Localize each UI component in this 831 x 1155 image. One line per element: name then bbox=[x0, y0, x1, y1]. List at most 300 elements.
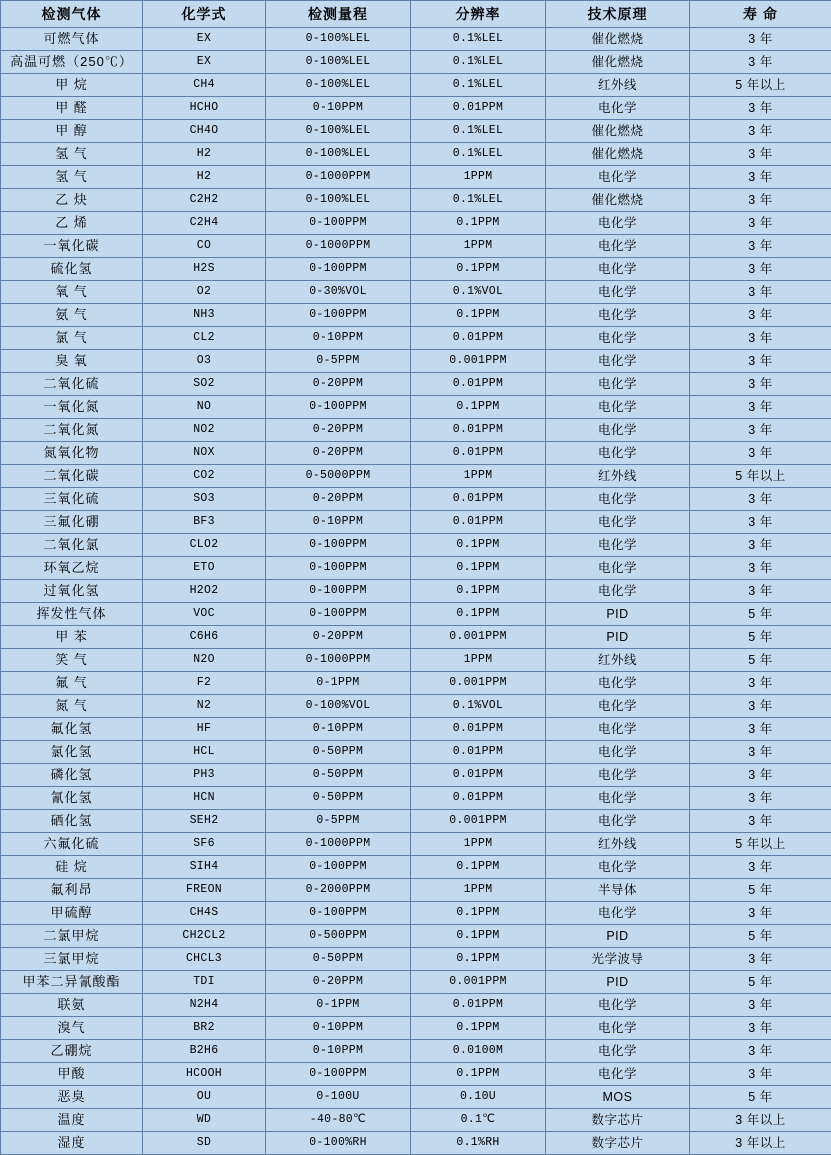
cell-gas: 二氧化碳 bbox=[1, 465, 143, 488]
table-row bbox=[1, 649, 831, 672]
cell-lifetime: 3 年 bbox=[690, 718, 831, 741]
cell-formula: F2 bbox=[143, 672, 266, 695]
cell-resolution: 0.1PPM bbox=[411, 1063, 546, 1086]
cell-resolution: 0.1PPM bbox=[411, 925, 546, 948]
table-row bbox=[1, 1109, 831, 1132]
cell-gas: 甲 烷 bbox=[1, 74, 143, 97]
cell-gas: 硅 烷 bbox=[1, 856, 143, 879]
cell-gas: 甲 醇 bbox=[1, 120, 143, 143]
cell-technology: PID bbox=[546, 626, 690, 649]
cell-range: 0-50PPM bbox=[266, 764, 411, 787]
cell-resolution: 0.1PPM bbox=[411, 258, 546, 281]
cell-formula: FREON bbox=[143, 879, 266, 902]
cell-lifetime: 3 年 bbox=[690, 1017, 831, 1040]
cell-gas: 氮 气 bbox=[1, 695, 143, 718]
cell-gas: 湿度 bbox=[1, 1132, 143, 1155]
cell-resolution: 0.01PPM bbox=[411, 741, 546, 764]
cell-lifetime: 3 年 bbox=[690, 258, 831, 281]
cell-technology: 电化学 bbox=[546, 511, 690, 534]
column-header-resolution: 分辨率 bbox=[411, 1, 546, 28]
cell-range: 0-50PPM bbox=[266, 948, 411, 971]
table-row bbox=[1, 51, 831, 74]
cell-technology: PID bbox=[546, 925, 690, 948]
cell-formula: H2O2 bbox=[143, 580, 266, 603]
cell-technology: 数字芯片 bbox=[546, 1109, 690, 1132]
cell-range: 0-100U bbox=[266, 1086, 411, 1109]
cell-technology: 电化学 bbox=[546, 787, 690, 810]
cell-resolution: 0.1%RH bbox=[411, 1132, 546, 1155]
cell-technology: 电化学 bbox=[546, 557, 690, 580]
cell-range: 0-100PPM bbox=[266, 304, 411, 327]
cell-lifetime: 3 年 bbox=[690, 764, 831, 787]
cell-formula: WD bbox=[143, 1109, 266, 1132]
cell-formula: C6H6 bbox=[143, 626, 266, 649]
table-header-row bbox=[1, 1, 831, 28]
cell-formula: NO bbox=[143, 396, 266, 419]
cell-resolution: 0.10U bbox=[411, 1086, 546, 1109]
cell-resolution: 0.01PPM bbox=[411, 373, 546, 396]
cell-technology: 光学波导 bbox=[546, 948, 690, 971]
cell-range: 0-100PPM bbox=[266, 258, 411, 281]
cell-formula: CLO2 bbox=[143, 534, 266, 557]
cell-formula: SEH2 bbox=[143, 810, 266, 833]
cell-resolution: 0.001PPM bbox=[411, 672, 546, 695]
table-row bbox=[1, 97, 831, 120]
cell-gas: 一氧化碳 bbox=[1, 235, 143, 258]
table-row bbox=[1, 603, 831, 626]
cell-lifetime: 3 年 bbox=[690, 810, 831, 833]
cell-technology: MOS bbox=[546, 1086, 690, 1109]
table-row bbox=[1, 143, 831, 166]
table-row bbox=[1, 419, 831, 442]
table-row bbox=[1, 879, 831, 902]
cell-technology: 红外线 bbox=[546, 649, 690, 672]
cell-formula: N2H4 bbox=[143, 994, 266, 1017]
cell-technology: 红外线 bbox=[546, 833, 690, 856]
table-row bbox=[1, 534, 831, 557]
cell-technology: 电化学 bbox=[546, 442, 690, 465]
cell-lifetime: 3 年 bbox=[690, 511, 831, 534]
cell-technology: 电化学 bbox=[546, 534, 690, 557]
cell-range: 0-500PPM bbox=[266, 925, 411, 948]
cell-resolution: 0.001PPM bbox=[411, 810, 546, 833]
table-row bbox=[1, 28, 831, 51]
cell-technology: 电化学 bbox=[546, 235, 690, 258]
table-row bbox=[1, 281, 831, 304]
cell-formula: OU bbox=[143, 1086, 266, 1109]
cell-technology: 电化学 bbox=[546, 327, 690, 350]
table-row bbox=[1, 488, 831, 511]
table-row bbox=[1, 810, 831, 833]
table-row bbox=[1, 212, 831, 235]
cell-range: 0-20PPM bbox=[266, 971, 411, 994]
cell-formula: H2S bbox=[143, 258, 266, 281]
table-row bbox=[1, 235, 831, 258]
cell-gas: 磷化氢 bbox=[1, 764, 143, 787]
column-header-range: 检测量程 bbox=[266, 1, 411, 28]
cell-resolution: 0.1PPM bbox=[411, 902, 546, 925]
cell-formula: CL2 bbox=[143, 327, 266, 350]
cell-technology: 电化学 bbox=[546, 304, 690, 327]
cell-technology: 电化学 bbox=[546, 718, 690, 741]
cell-lifetime: 3 年 bbox=[690, 281, 831, 304]
cell-gas: 氮氧化物 bbox=[1, 442, 143, 465]
table-row bbox=[1, 350, 831, 373]
cell-technology: 电化学 bbox=[546, 396, 690, 419]
cell-lifetime: 3 年 bbox=[690, 120, 831, 143]
cell-gas: 硫化氢 bbox=[1, 258, 143, 281]
cell-lifetime: 3 年 bbox=[690, 787, 831, 810]
cell-gas: 恶臭 bbox=[1, 1086, 143, 1109]
table-row bbox=[1, 396, 831, 419]
cell-resolution: 0.1%LEL bbox=[411, 74, 546, 97]
cell-resolution: 0.01PPM bbox=[411, 787, 546, 810]
table-row bbox=[1, 327, 831, 350]
cell-gas: 六氟化硫 bbox=[1, 833, 143, 856]
cell-range: 0-1PPM bbox=[266, 994, 411, 1017]
cell-range: 0-100PPM bbox=[266, 902, 411, 925]
cell-resolution: 0.1PPM bbox=[411, 534, 546, 557]
cell-gas: 甲 苯 bbox=[1, 626, 143, 649]
cell-resolution: 1PPM bbox=[411, 879, 546, 902]
cell-lifetime: 3 年 bbox=[690, 235, 831, 258]
cell-range: 0-20PPM bbox=[266, 488, 411, 511]
cell-lifetime: 3 年 bbox=[690, 212, 831, 235]
cell-formula: NOX bbox=[143, 442, 266, 465]
cell-formula: EX bbox=[143, 51, 266, 74]
cell-lifetime: 3 年 bbox=[690, 327, 831, 350]
table-row bbox=[1, 1132, 831, 1155]
cell-gas: 三氟化硼 bbox=[1, 511, 143, 534]
cell-technology: 电化学 bbox=[546, 580, 690, 603]
cell-resolution: 0.1PPM bbox=[411, 603, 546, 626]
cell-range: 0-100PPM bbox=[266, 557, 411, 580]
cell-technology: 电化学 bbox=[546, 1040, 690, 1063]
cell-range: 0-20PPM bbox=[266, 419, 411, 442]
cell-gas: 二氧化氯 bbox=[1, 534, 143, 557]
cell-range: 0-100%LEL bbox=[266, 28, 411, 51]
cell-technology: 电化学 bbox=[546, 350, 690, 373]
cell-formula: BR2 bbox=[143, 1017, 266, 1040]
table-row bbox=[1, 74, 831, 97]
cell-formula: SIH4 bbox=[143, 856, 266, 879]
cell-formula: CH4O bbox=[143, 120, 266, 143]
table-row bbox=[1, 557, 831, 580]
cell-resolution: 0.01PPM bbox=[411, 327, 546, 350]
cell-range: 0-2000PPM bbox=[266, 879, 411, 902]
cell-lifetime: 5 年以上 bbox=[690, 833, 831, 856]
table-row bbox=[1, 856, 831, 879]
cell-gas: 笑 气 bbox=[1, 649, 143, 672]
cell-resolution: 0.1PPM bbox=[411, 856, 546, 879]
cell-resolution: 0.01PPM bbox=[411, 994, 546, 1017]
cell-formula: SO3 bbox=[143, 488, 266, 511]
cell-gas: 甲 醛 bbox=[1, 97, 143, 120]
table-row bbox=[1, 120, 831, 143]
cell-technology: 催化燃烧 bbox=[546, 28, 690, 51]
cell-resolution: 0.1PPM bbox=[411, 1017, 546, 1040]
cell-lifetime: 3 年 bbox=[690, 442, 831, 465]
cell-gas: 氟化氢 bbox=[1, 718, 143, 741]
cell-resolution: 0.1%LEL bbox=[411, 120, 546, 143]
cell-gas: 挥发性气体 bbox=[1, 603, 143, 626]
cell-technology: PID bbox=[546, 971, 690, 994]
cell-formula: N2 bbox=[143, 695, 266, 718]
cell-lifetime: 5 年 bbox=[690, 603, 831, 626]
cell-range: 0-100%LEL bbox=[266, 189, 411, 212]
cell-formula: HF bbox=[143, 718, 266, 741]
table-row bbox=[1, 787, 831, 810]
cell-technology: 电化学 bbox=[546, 258, 690, 281]
table-row bbox=[1, 971, 831, 994]
table-row bbox=[1, 1063, 831, 1086]
cell-range: 0-100%LEL bbox=[266, 51, 411, 74]
cell-range: 0-10PPM bbox=[266, 1040, 411, 1063]
cell-range: 0-100PPM bbox=[266, 580, 411, 603]
cell-gas: 甲酸 bbox=[1, 1063, 143, 1086]
cell-gas: 三氯甲烷 bbox=[1, 948, 143, 971]
cell-gas: 二氯甲烷 bbox=[1, 925, 143, 948]
column-header-formula: 化学式 bbox=[143, 1, 266, 28]
table-row bbox=[1, 994, 831, 1017]
cell-range: 0-20PPM bbox=[266, 373, 411, 396]
cell-range: 0-5PPM bbox=[266, 350, 411, 373]
cell-resolution: 0.01PPM bbox=[411, 419, 546, 442]
table-row bbox=[1, 442, 831, 465]
table-body bbox=[1, 28, 831, 1155]
cell-range: 0-30%VOL bbox=[266, 281, 411, 304]
table-row bbox=[1, 672, 831, 695]
cell-formula: B2H6 bbox=[143, 1040, 266, 1063]
cell-resolution: 0.1PPM bbox=[411, 212, 546, 235]
cell-gas: 温度 bbox=[1, 1109, 143, 1132]
table-row bbox=[1, 304, 831, 327]
cell-range: 0-100%VOL bbox=[266, 695, 411, 718]
cell-gas: 溴气 bbox=[1, 1017, 143, 1040]
cell-gas: 氰化氢 bbox=[1, 787, 143, 810]
cell-resolution: 0.01PPM bbox=[411, 442, 546, 465]
cell-formula: EX bbox=[143, 28, 266, 51]
cell-resolution: 0.001PPM bbox=[411, 350, 546, 373]
cell-gas: 硒化氢 bbox=[1, 810, 143, 833]
cell-technology: 电化学 bbox=[546, 488, 690, 511]
cell-range: 0-10PPM bbox=[266, 718, 411, 741]
cell-formula: CH4S bbox=[143, 902, 266, 925]
cell-lifetime: 3 年 bbox=[690, 856, 831, 879]
cell-range: 0-1000PPM bbox=[266, 833, 411, 856]
cell-formula: C2H4 bbox=[143, 212, 266, 235]
cell-range: 0-20PPM bbox=[266, 626, 411, 649]
cell-formula: SF6 bbox=[143, 833, 266, 856]
cell-formula: SO2 bbox=[143, 373, 266, 396]
cell-lifetime: 5 年以上 bbox=[690, 465, 831, 488]
cell-technology: 催化燃烧 bbox=[546, 51, 690, 74]
column-header-technology: 技术原理 bbox=[546, 1, 690, 28]
cell-range: 0-100PPM bbox=[266, 396, 411, 419]
table-row bbox=[1, 741, 831, 764]
cell-lifetime: 3 年 bbox=[690, 672, 831, 695]
cell-lifetime: 3 年 bbox=[690, 396, 831, 419]
cell-formula: BF3 bbox=[143, 511, 266, 534]
table-row bbox=[1, 695, 831, 718]
cell-resolution: 1PPM bbox=[411, 833, 546, 856]
cell-lifetime: 3 年 bbox=[690, 994, 831, 1017]
cell-lifetime: 3 年 bbox=[690, 51, 831, 74]
cell-range: 0-50PPM bbox=[266, 741, 411, 764]
cell-resolution: 0.1PPM bbox=[411, 948, 546, 971]
cell-resolution: 0.01PPM bbox=[411, 488, 546, 511]
cell-range: 0-10PPM bbox=[266, 1017, 411, 1040]
cell-formula: PH3 bbox=[143, 764, 266, 787]
cell-range: 0-5000PPM bbox=[266, 465, 411, 488]
cell-technology: 电化学 bbox=[546, 1063, 690, 1086]
cell-resolution: 0.1PPM bbox=[411, 580, 546, 603]
cell-formula: HCHO bbox=[143, 97, 266, 120]
cell-lifetime: 3 年 bbox=[690, 557, 831, 580]
table-row bbox=[1, 258, 831, 281]
cell-gas: 环氧乙烷 bbox=[1, 557, 143, 580]
cell-formula: ETO bbox=[143, 557, 266, 580]
cell-gas: 氯 气 bbox=[1, 327, 143, 350]
cell-gas: 二氧化硫 bbox=[1, 373, 143, 396]
cell-technology: 电化学 bbox=[546, 373, 690, 396]
cell-gas: 氨 气 bbox=[1, 304, 143, 327]
cell-technology: 催化燃烧 bbox=[546, 189, 690, 212]
cell-technology: 半导体 bbox=[546, 879, 690, 902]
cell-technology: 催化燃烧 bbox=[546, 120, 690, 143]
table-row bbox=[1, 580, 831, 603]
cell-formula: CH4 bbox=[143, 74, 266, 97]
cell-range: 0-100%LEL bbox=[266, 120, 411, 143]
cell-formula: C2H2 bbox=[143, 189, 266, 212]
cell-range: 0-100PPM bbox=[266, 1063, 411, 1086]
cell-range: 0-50PPM bbox=[266, 787, 411, 810]
cell-resolution: 0.01PPM bbox=[411, 97, 546, 120]
cell-lifetime: 5 年 bbox=[690, 925, 831, 948]
cell-lifetime: 3 年 bbox=[690, 350, 831, 373]
cell-resolution: 0.1%LEL bbox=[411, 189, 546, 212]
cell-formula: HCN bbox=[143, 787, 266, 810]
cell-range: 0-5PPM bbox=[266, 810, 411, 833]
cell-gas: 联氨 bbox=[1, 994, 143, 1017]
cell-gas: 氟利昂 bbox=[1, 879, 143, 902]
cell-range: 0-10PPM bbox=[266, 511, 411, 534]
cell-lifetime: 3 年 bbox=[690, 373, 831, 396]
cell-technology: 数字芯片 bbox=[546, 1132, 690, 1155]
cell-gas: 可燃气体 bbox=[1, 28, 143, 51]
cell-lifetime: 5 年以上 bbox=[690, 74, 831, 97]
cell-technology: 电化学 bbox=[546, 672, 690, 695]
cell-resolution: 0.01PPM bbox=[411, 511, 546, 534]
cell-gas: 乙 烯 bbox=[1, 212, 143, 235]
cell-resolution: 0.1℃ bbox=[411, 1109, 546, 1132]
cell-formula: CO bbox=[143, 235, 266, 258]
cell-gas: 乙 炔 bbox=[1, 189, 143, 212]
table-row bbox=[1, 1017, 831, 1040]
table-row bbox=[1, 1040, 831, 1063]
cell-lifetime: 3 年 bbox=[690, 419, 831, 442]
cell-range: 0-100PPM bbox=[266, 856, 411, 879]
cell-gas: 氢 气 bbox=[1, 166, 143, 189]
cell-formula: SD bbox=[143, 1132, 266, 1155]
cell-technology: 电化学 bbox=[546, 764, 690, 787]
cell-resolution: 1PPM bbox=[411, 235, 546, 258]
cell-lifetime: 3 年以上 bbox=[690, 1109, 831, 1132]
cell-technology: 红外线 bbox=[546, 465, 690, 488]
cell-gas: 乙硼烷 bbox=[1, 1040, 143, 1063]
cell-resolution: 0.001PPM bbox=[411, 971, 546, 994]
table-row bbox=[1, 925, 831, 948]
cell-lifetime: 5 年 bbox=[690, 1086, 831, 1109]
cell-range: 0-100PPM bbox=[266, 212, 411, 235]
cell-lifetime: 3 年 bbox=[690, 695, 831, 718]
cell-range: 0-1000PPM bbox=[266, 166, 411, 189]
cell-formula: N2O bbox=[143, 649, 266, 672]
cell-range: 0-100PPM bbox=[266, 534, 411, 557]
cell-formula: HCL bbox=[143, 741, 266, 764]
cell-resolution: 0.01PPM bbox=[411, 764, 546, 787]
cell-lifetime: 3 年以上 bbox=[690, 1132, 831, 1155]
cell-gas: 三氧化硫 bbox=[1, 488, 143, 511]
cell-lifetime: 3 年 bbox=[690, 488, 831, 511]
cell-formula: VOC bbox=[143, 603, 266, 626]
cell-gas: 甲苯二异氰酸酯 bbox=[1, 971, 143, 994]
cell-technology: 红外线 bbox=[546, 74, 690, 97]
cell-resolution: 0.1%LEL bbox=[411, 51, 546, 74]
table-row bbox=[1, 166, 831, 189]
cell-resolution: 0.1%LEL bbox=[411, 143, 546, 166]
cell-lifetime: 5 年 bbox=[690, 879, 831, 902]
table-row bbox=[1, 1086, 831, 1109]
cell-lifetime: 5 年 bbox=[690, 626, 831, 649]
cell-resolution: 0.1%VOL bbox=[411, 281, 546, 304]
cell-formula: O3 bbox=[143, 350, 266, 373]
cell-gas: 氯化氢 bbox=[1, 741, 143, 764]
table-row bbox=[1, 833, 831, 856]
cell-formula: CO2 bbox=[143, 465, 266, 488]
table-row bbox=[1, 373, 831, 396]
column-header-lifetime: 寿 命 bbox=[690, 1, 831, 28]
cell-resolution: 1PPM bbox=[411, 649, 546, 672]
column-header-gas: 检测气体 bbox=[1, 1, 143, 28]
cell-lifetime: 3 年 bbox=[690, 1040, 831, 1063]
cell-gas: 氢 气 bbox=[1, 143, 143, 166]
cell-resolution: 0.1PPM bbox=[411, 396, 546, 419]
cell-lifetime: 3 年 bbox=[690, 1063, 831, 1086]
cell-range: 0-100%LEL bbox=[266, 74, 411, 97]
cell-formula: HCOOH bbox=[143, 1063, 266, 1086]
table-header bbox=[1, 1, 831, 28]
table-row bbox=[1, 902, 831, 925]
cell-lifetime: 3 年 bbox=[690, 189, 831, 212]
cell-lifetime: 3 年 bbox=[690, 28, 831, 51]
cell-formula: O2 bbox=[143, 281, 266, 304]
table-row bbox=[1, 465, 831, 488]
table-row bbox=[1, 718, 831, 741]
cell-lifetime: 3 年 bbox=[690, 143, 831, 166]
cell-lifetime: 3 年 bbox=[690, 534, 831, 557]
cell-technology: 电化学 bbox=[546, 902, 690, 925]
cell-lifetime: 3 年 bbox=[690, 97, 831, 120]
cell-gas: 一氧化氮 bbox=[1, 396, 143, 419]
cell-technology: 电化学 bbox=[546, 281, 690, 304]
cell-technology: 电化学 bbox=[546, 419, 690, 442]
cell-range: 0-10PPM bbox=[266, 327, 411, 350]
cell-technology: PID bbox=[546, 603, 690, 626]
cell-lifetime: 5 年 bbox=[690, 649, 831, 672]
table-row bbox=[1, 948, 831, 971]
cell-lifetime: 3 年 bbox=[690, 166, 831, 189]
